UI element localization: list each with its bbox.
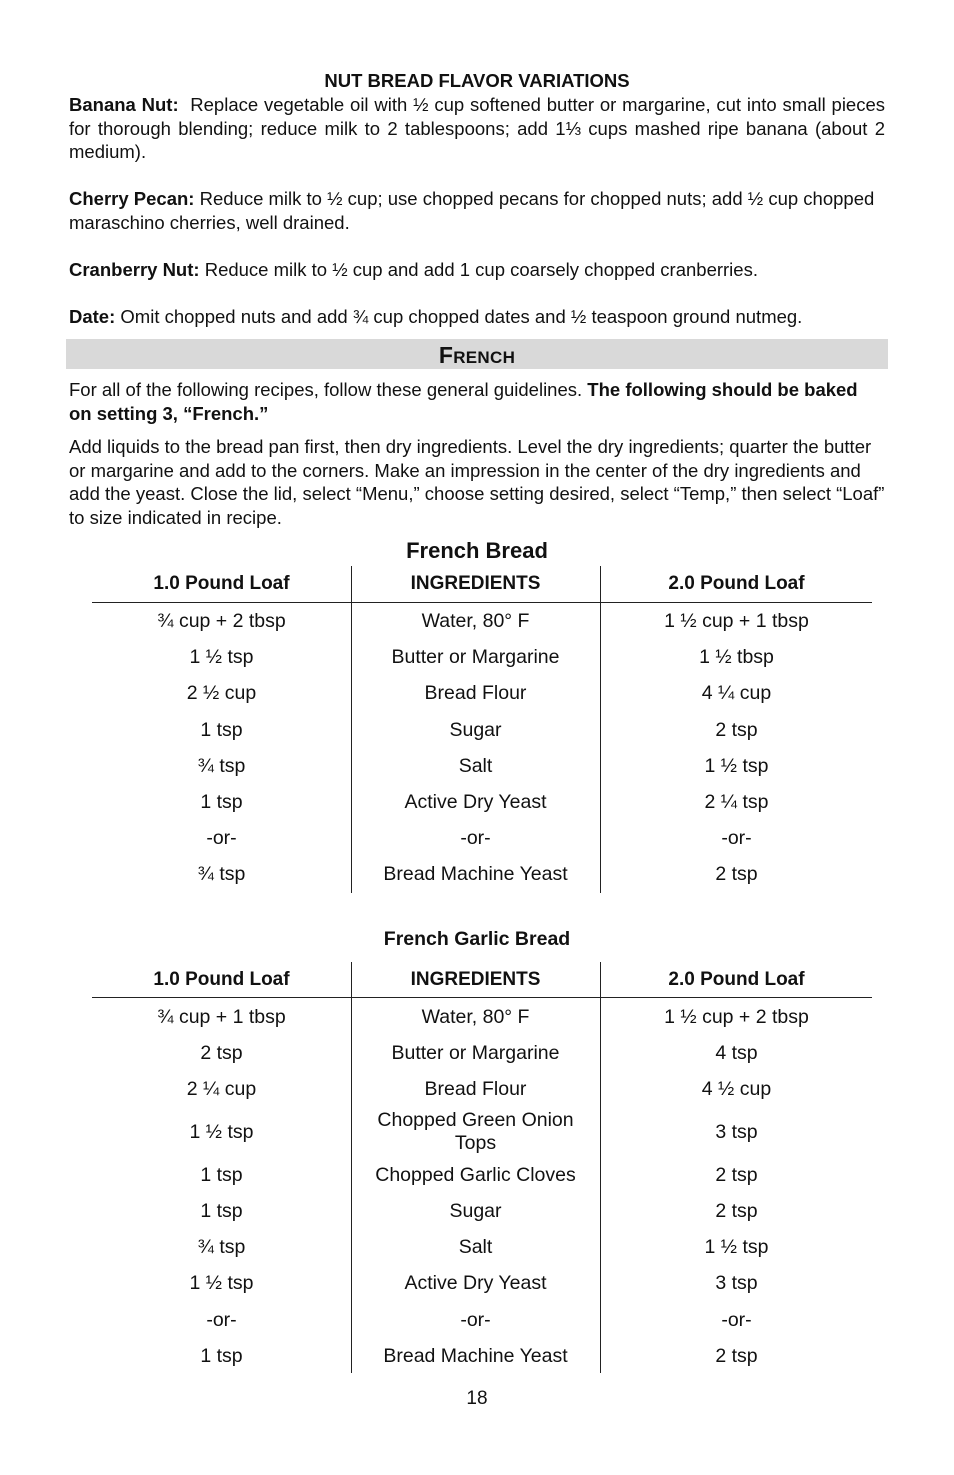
ingredient-name: Water, 80° F <box>421 609 530 632</box>
variation-text: Replace vegetable oil with ½ cup softened butter or margarine, cut into small pieces for thorough blending; reduce milk to 2 tablespoons; add 1⅓ cups mashed ripe banana (about 2 medium). <box>69 94 886 163</box>
ingredient-name: Water, 80° F <box>421 1005 530 1028</box>
ingredient-name: Sugar <box>449 718 502 741</box>
ingredient-name: Bread Flour <box>424 681 527 704</box>
two-pound-amount: 3 tsp <box>715 1120 758 1143</box>
one-pound-amount: 2 ½ cup <box>186 681 257 704</box>
ingredient-name: Bread Flour <box>424 1077 527 1100</box>
ingredient-name: Bread Machine Yeast <box>383 862 568 885</box>
two-pound-amount: 3 tsp <box>715 1271 758 1294</box>
one-pound-amount: ¾ tsp <box>197 754 246 777</box>
two-pound-amount: 1 ½ tsp <box>704 754 769 777</box>
header-ingredients: INGREDIENTS <box>410 573 541 594</box>
one-pound-amount: 1 tsp <box>200 718 243 741</box>
section-banner <box>66 339 888 369</box>
ingredient-name: Sugar <box>449 1199 502 1222</box>
variation-label: Date: <box>69 306 116 327</box>
one-pound-amount: 1 ½ tsp <box>189 645 254 668</box>
variation-label: Cranberry Nut: <box>69 259 200 280</box>
one-pound-amount: ¾ tsp <box>197 862 246 885</box>
two-pound-amount: -or- <box>721 1308 752 1331</box>
one-pound-amount: 1 tsp <box>200 1199 243 1222</box>
one-pound-amount: -or- <box>206 1308 237 1331</box>
one-pound-amount: -or- <box>206 826 237 849</box>
ingredient-name: Butter or Margarine <box>391 645 560 668</box>
ingredient-name: -or- <box>460 826 491 849</box>
variation-label: Banana Nut: <box>69 94 179 115</box>
variation-text: Reduce milk to ½ cup and add 1 cup coarsely chopped cranberries. <box>204 259 758 280</box>
two-pound-amount: -or- <box>721 826 752 849</box>
ingredient-name: Salt <box>458 754 493 777</box>
header-ingredients: INGREDIENTS <box>410 969 541 990</box>
one-pound-amount: ¾ cup + 1 tbsp <box>157 1005 286 1028</box>
section-title: FRENCH <box>438 342 516 368</box>
variation-text: Omit chopped nuts and add ¾ cup chopped dates and ½ teaspoon ground nutmeg. <box>120 306 803 327</box>
two-pound-amount: 2 tsp <box>715 1163 758 1186</box>
page-number: 18 <box>466 1388 488 1409</box>
ingredient-name: Chopped Green Onion Tops <box>377 1109 574 1154</box>
instructions: Add liquids to the bread pan first, then dry ingredients. Level the dry ingredients; quarter the butter or margarine and add to the corners. Make an impression in the center of the dry ingredients and add the yeast. Close the lid, select “Menu,” choose setting desired, select “Temp,” then select “Loaf” to size indicated in recipe. <box>69 436 885 528</box>
variation-cranberry-nut <box>69 258 885 282</box>
ingredient-name: Bread Machine Yeast <box>383 1344 568 1367</box>
one-pound-amount: 1 ½ tsp <box>189 1120 254 1143</box>
variation-text: Reduce milk to ½ cup; use chopped pecans for chopped nuts; add ½ cup chopped maraschino cherries, well drained. <box>69 188 875 233</box>
nut-bread-title: NUT BREAD FLAVOR VARIATIONS <box>324 70 630 91</box>
variation-cherry-pecan <box>69 187 885 234</box>
two-pound-amount: 1 ½ tsp <box>704 1235 769 1258</box>
one-pound-amount: 1 tsp <box>200 1163 243 1186</box>
ingredient-name: Active Dry Yeast <box>404 790 547 813</box>
header-one-pound-loaf: 1.0 Pound Loaf <box>153 573 290 594</box>
header-rule <box>92 602 872 603</box>
one-pound-amount: 1 tsp <box>200 1344 243 1367</box>
two-pound-amount: 4 tsp <box>715 1041 758 1064</box>
header-one-pound-loaf: 1.0 Pound Loaf <box>153 969 290 990</box>
two-pound-amount: 1 ½ cup + 2 tbsp <box>664 1005 809 1028</box>
two-pound-amount: 4 ½ cup <box>701 1077 772 1100</box>
one-pound-amount: 2 tsp <box>200 1041 243 1064</box>
two-pound-amount: 2 tsp <box>715 1344 758 1367</box>
ingredient-name: Butter or Margarine <box>391 1041 560 1064</box>
one-pound-amount: 1 tsp <box>200 790 243 813</box>
one-pound-amount: 1 ½ tsp <box>189 1271 254 1294</box>
setting-note: The following should be baked on setting 3, “French.” <box>69 379 858 424</box>
two-pound-amount: 1 ½ tbsp <box>699 645 774 668</box>
one-pound-amount: ¾ cup + 2 tbsp <box>157 609 286 632</box>
ingredient-name: Active Dry Yeast <box>404 1271 547 1294</box>
two-pound-amount: 2 tsp <box>715 862 758 885</box>
two-pound-amount: 2 tsp <box>715 1199 758 1222</box>
variation-label: Cherry Pecan: <box>69 188 195 209</box>
ingredient-name: Chopped Garlic Cloves <box>375 1163 576 1186</box>
header-two-pound-loaf: 2.0 Pound Loaf <box>668 969 805 990</box>
variation-date <box>69 305 885 329</box>
two-pound-amount: 4 ¼ cup <box>701 681 772 704</box>
header-rule <box>92 997 872 998</box>
one-pound-amount: ¾ tsp <box>197 1235 246 1258</box>
recipe-title: French Garlic Bread <box>383 928 571 950</box>
one-pound-amount: 2 ¼ cup <box>186 1077 257 1100</box>
variation-banana-nut <box>69 93 885 164</box>
recipe-title: French Bread <box>406 538 548 563</box>
ingredient-name: -or- <box>460 1308 491 1331</box>
two-pound-amount: 2 tsp <box>715 718 758 741</box>
two-pound-amount: 2 ¼ tsp <box>704 790 769 813</box>
ingredient-name: Salt <box>458 1235 493 1258</box>
header-two-pound-loaf: 2.0 Pound Loaf <box>668 573 805 594</box>
guidelines-intro: For all of the following recipes, follow these general guidelines. The following should be baked on setting 3, “French.” <box>69 379 858 424</box>
two-pound-amount: 1 ½ cup + 1 tbsp <box>664 609 809 632</box>
